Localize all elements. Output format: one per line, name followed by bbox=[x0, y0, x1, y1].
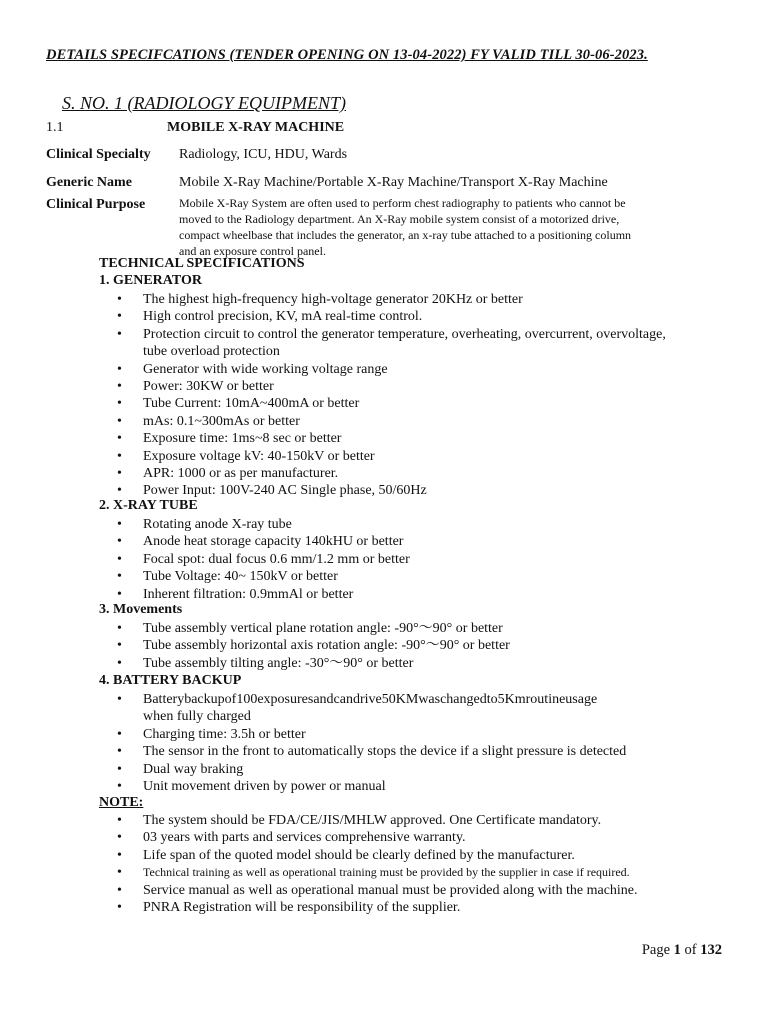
list-item: • Exposure voltage kV: 40-150kV or better bbox=[117, 448, 666, 465]
section-title: S. NO. 1 (RADIOLOGY EQUIPMENT) bbox=[62, 93, 346, 113]
list-item-line: • Protection circuit to control the generator temperature, overheating, overcurrent, overvoltage, bbox=[143, 326, 666, 342]
note-list bbox=[117, 812, 638, 916]
generic-name-label: Generic Name bbox=[46, 175, 132, 190]
battery-list bbox=[117, 691, 703, 795]
justified-word: 50 bbox=[381, 692, 396, 707]
justified-word: backup bbox=[184, 692, 225, 707]
xray-tube-title: 2. X-RAY TUBE bbox=[99, 498, 198, 513]
justified-word: can bbox=[333, 692, 353, 707]
list-item: • High control precision, KV, mA real-time control. bbox=[117, 308, 666, 325]
current-page: 1 bbox=[673, 942, 681, 958]
list-item: • Life span of the quoted model should be clearly defined by the manufacturer. bbox=[117, 847, 638, 864]
clinical-purpose-text bbox=[179, 195, 719, 259]
purpose-line: and an exposure control panel. bbox=[179, 244, 326, 258]
justified-word: was bbox=[418, 692, 441, 707]
list-item: • Inherent filtration: 0.9mmAl or better bbox=[117, 586, 410, 603]
list-item: • Power: 30KW or better bbox=[117, 378, 666, 395]
list-item: • Charging time: 3.5h or better bbox=[117, 726, 703, 743]
justified-word: KM bbox=[395, 692, 419, 707]
list-item: • Generator with wide working voltage range bbox=[117, 361, 666, 378]
justified-word: to bbox=[486, 692, 498, 707]
list-item: • Tube assembly horizontal axis rotation angle: -90°～90° or better bbox=[117, 637, 510, 654]
list-item: • The highest high-frequency high-voltage generator 20KHz or better bbox=[117, 291, 666, 308]
list-item: • Unit movement driven by power or manual bbox=[117, 778, 703, 795]
list-item: • Tube assembly tilting angle: -30°～90° or better bbox=[117, 655, 510, 672]
list-item: • Anode heat storage capacity 140kHU or better bbox=[117, 533, 410, 550]
list-item: • 03 years with parts and services comprehensive warranty. bbox=[117, 829, 638, 846]
justified-word: usage bbox=[565, 692, 598, 707]
list-item: • Focal spot: dual focus 0.6 mm/1.2 mm or better bbox=[117, 551, 410, 568]
justified-word: drive bbox=[352, 692, 382, 707]
movements-list bbox=[117, 620, 510, 672]
battery-backup-title: 4. BATTERY BACKUP bbox=[99, 673, 242, 688]
clinical-purpose-label: Clinical Purpose bbox=[46, 197, 146, 212]
justified-word: 5Km bbox=[497, 692, 526, 707]
purpose-line: moved to the Radiology department. An X-Ray mobile system consist of a motorized drive, bbox=[179, 212, 620, 226]
justified-word: 100 bbox=[236, 692, 258, 707]
list-item: • The sensor in the front to automatically stops the device if a slight pressure is detected bbox=[117, 743, 703, 760]
clinical-specialty-label: Clinical Specialty bbox=[46, 147, 151, 162]
clinical-specialty-value: Radiology, ICU, HDU, Wards bbox=[179, 147, 348, 162]
technical-specifications-title: TECHNICAL SPECIFICATIONS bbox=[99, 256, 305, 271]
item-number: 1.1 bbox=[46, 120, 64, 135]
justified-word: exposures bbox=[257, 692, 314, 707]
list-item: • Dual way braking bbox=[117, 761, 703, 778]
list-item: • Tube assembly vertical plane rotation angle: -90°～90° or better bbox=[117, 620, 510, 637]
generator-title: 1. GENERATOR bbox=[99, 273, 202, 288]
justified-word: and bbox=[313, 692, 334, 707]
list-item: • PNRA Registration will be responsibility of the supplier. bbox=[117, 899, 638, 916]
list-item: • Tube Current: 10mA~400mA or better bbox=[117, 395, 666, 412]
list-item: • Exposure time: 1ms~8 sec or better bbox=[117, 430, 666, 447]
purpose-line: Mobile X-Ray System are often used to perform chest radiography to patients who cannot be bbox=[179, 196, 626, 210]
document-header: DETAILS SPECIFCATIONS (TENDER OPENING ON 13-04-2022) FY VALID TILL 30-06-2023. bbox=[46, 47, 648, 63]
justified-word: changed bbox=[440, 692, 487, 707]
justified-word: of bbox=[224, 692, 237, 707]
list-item: • mAs: 0.1~300mAs or better bbox=[117, 413, 666, 430]
list-item bbox=[117, 326, 666, 361]
list-item-line: tube overload protection bbox=[143, 344, 280, 360]
list-item: • Power Input: 100V-240 AC Single phase, 50/60Hz bbox=[117, 482, 666, 499]
page-word: Page bbox=[641, 942, 671, 958]
of-word: of bbox=[684, 942, 697, 958]
total-pages: 132 bbox=[700, 942, 722, 958]
purpose-line: compact wheelbase that includes the generator, an x-ray tube attached to a positioning column bbox=[179, 228, 632, 242]
list-item-line bbox=[143, 691, 703, 708]
list-item: • Rotating anode X-ray tube bbox=[117, 516, 410, 533]
list-item: • The system should be FDA/CE/JIS/MHLW approved. One Certificate mandatory. bbox=[117, 812, 638, 829]
list-item: • Service manual as well as operational manual must be provided along with the machine. bbox=[117, 882, 638, 899]
page-number bbox=[642, 942, 722, 959]
generic-name-value: Mobile X-Ray Machine/Portable X-Ray Machine/Transport X-Ray Machine bbox=[179, 175, 608, 190]
justified-word: routine bbox=[525, 692, 566, 707]
list-item: • APR: 1000 or as per manufacturer. bbox=[117, 465, 666, 482]
list-item bbox=[117, 691, 703, 726]
movements-title: 3. Movements bbox=[99, 602, 183, 617]
xray-tube-list bbox=[117, 516, 410, 603]
list-item-line: when fully charged bbox=[143, 709, 251, 725]
generator-list bbox=[117, 291, 666, 500]
justified-word: Battery bbox=[143, 692, 185, 707]
item-name: MOBILE X-RAY MACHINE bbox=[167, 120, 345, 135]
list-item: • Tube Voltage: 40~ 150kV or better bbox=[117, 568, 410, 585]
list-item: • Technical training as well as operational training must be provided by the supplier in case if required. bbox=[117, 864, 638, 881]
note-title: NOTE: bbox=[99, 795, 144, 810]
